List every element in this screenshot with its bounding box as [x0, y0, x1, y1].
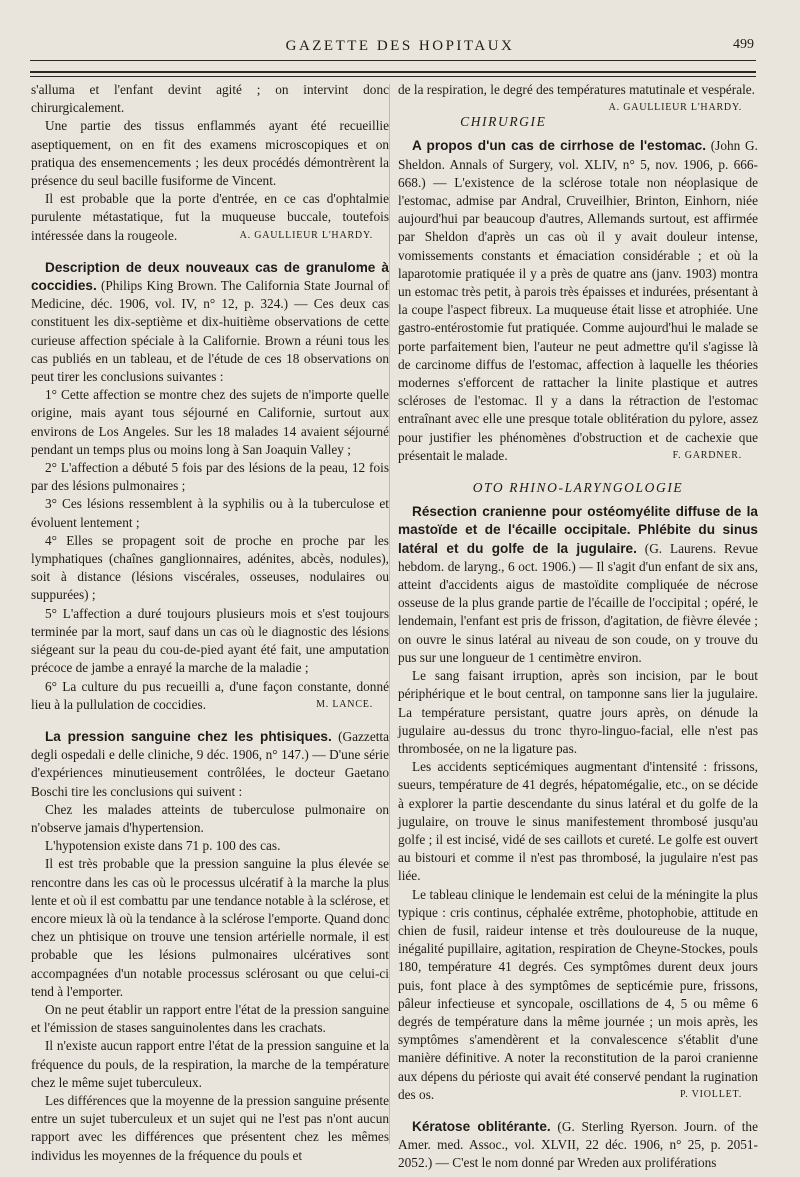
section-heading: CHIRURGIE — [460, 114, 547, 130]
article-title: La pression sanguine chez les phtisiques. — [45, 728, 332, 744]
section-heading: OTO RHINO-LARYNGOLOGIE — [472, 480, 684, 496]
article-granulome — [31, 259, 389, 386]
conclusion-item: 4° Elles se propagent soit de proche en proche par les lymphatiques (chaînes ganglionnaires, adénites, abcès, nodules), soit à distance (lésions viscérales, osseuses, nodulaires ou suppurées) ; — [31, 532, 389, 603]
paragraph — [398, 81, 758, 114]
paragraph: Les différences que la moyenne de la pression sanguine présente entre un sujet tuberculeux et un sujet qui ne l'est pas n'ont aucun rapport avec les différences que présentent chez les mêmes individus les moyennes de la fréquence du pouls et — [31, 1092, 389, 1163]
header-rule — [30, 60, 756, 61]
author-signature: F. GARDNER. — [672, 449, 742, 461]
article-reference: (Gazzetta degli ospedali e delle cliniche, 9 déc. 1906, n° 147.) — D'une série d'expériences minutieusement contrôlées, le docteur Gaetano Boschi tire les conclusions qui suivent : — [31, 728, 390, 799]
left-column — [31, 81, 389, 1165]
author-signature: M. LANCE. — [316, 698, 373, 710]
paragraph — [31, 190, 389, 245]
article-title: Résection cranienne pour ostéomyélite diffuse de la mastoïde et de l'écaille occipitale. Phlébite du sinus latéral et du golfe de la jugulaire. — [398, 504, 758, 556]
paragraph: Il n'existe aucun rapport entre l'état de la pression sanguine et la fréquence du pouls, de la respiration, la marche de la température chez le même sujet tuberculeux. — [31, 1038, 389, 1090]
paragraph-text: 6° La culture du pus recueilli a, d'une façon constante, donné lieu à la pullulation de coccidies. — [31, 678, 389, 712]
article-keratose — [398, 1118, 758, 1173]
page-number: 499 — [733, 37, 754, 52]
paragraph: s'alluma et l'enfant devint agité ; on intervint donc chirurgicalement. — [31, 82, 389, 116]
running-title: GAZETTE DES HOPITAUX — [285, 38, 515, 54]
header-rule-bottom — [30, 76, 756, 77]
paragraph: Le sang faisant irruption, après son incision, par le bout périphérique et le bout central, on tamponne sans lier la jugulaire. La température persistant, quatre jours après, on dénude la jugulaire au-dessus du tronc thyro-linguo-facial, elle n'est pas thrombosée, on ne la ligature pas. — [398, 668, 758, 756]
article-body: (G. Sterling Ryerson. Journ. of the Amer. med. Assoc., vol. XLVII, 22 déc. 1906, n° 25, p. 2051-2052.) — C'est le nom donné par Wreden aux proliférations — [398, 1118, 758, 1171]
article-reference: (G. Laurens. Revue hebdom. de laryng., 6 oct. 1906.) — Il s'agit d'un enfant de six ans, atteint d'accidents aigus de mastoïdite compliquée de nécrose osseuse de la plus grande partie de l'écaille de l'occipital ; opéré, le lendemain, l'enfant est pris de frisson, d'agitation, de fièvre élevée ; on ouvre le sinus latéral au niveau de son coude, on y trouve du pus sur une longueur de 1 centimètre environ. — [398, 540, 759, 665]
article-title: A propos d'un cas de cirrhose de l'estomac. — [412, 138, 706, 154]
conclusion-item: 2° L'affection a débuté 5 fois par des lésions de la peau, 12 fois par des lésions pulmonaires ; — [31, 460, 389, 494]
paragraph-text: de la respiration, le degré des températures matutinale et vespérale. — [398, 82, 756, 97]
article-resection — [398, 503, 758, 667]
author-signature: P. VIOLLET. — [679, 1088, 742, 1100]
paragraph — [398, 886, 758, 1104]
conclusion-item: 5° L'affection a duré toujours plusieurs mois et s'est toujours terminée par la mort, sauf dans un cas où le diagnostic des lésions siégeant sur la peau du cou-de-pied ayant été fait, une amputation précoce de jambe a enrayé la marche de la maladie ; — [31, 605, 389, 676]
conclusion-item: 1° Cette affection se montre chez des sujets de n'importe quelle origine, mais ayant tous séjourné en Californie, surtout aux environs de Los Angeles. Sur les 18 malades 14 avaient séjourné pendant un temps plus ou moins long à San Joaquin Valley ; — [31, 387, 389, 457]
conclusion-item — [31, 678, 389, 714]
column-divider — [389, 84, 390, 1144]
paragraph-text: Il est probable que la porte d'entrée, en ce cas d'ophtalmie purulente métastatique, fut la muqueuse buccale, toutefois intéressée dans la rougeole. — [31, 191, 389, 243]
article-pression — [31, 728, 389, 801]
author-signature: A. GAULLIEUR L'HARDY. — [608, 102, 742, 114]
paragraph-text: Le tableau clinique le lendemain est celui de la méningite la plus typique : cris continus, céphalée extrême, photophobie, attitude en chien de fusil, raideur intense et très douloureuse de la nuque, inégalité pupillaire, agitation, respiration de Cheyne-Stockes, pouls 180, température 41 degrés. Ces symptômes durent deux jours puis, font place à des symptômes de septicémie pure, frissons, pâleur infectieuse et syncopale, oscillations de 4, 5 ou même 6 degrés de température dans la même journée ; un mois après, les symptômes s'amendèrent et la convalescence s'établit d'une manière définitive. A noter la reconstitution de la paroi cranienne aux dépens du périoste qui avait été conservé pendant la rugination des os. — [398, 886, 758, 1102]
header-rule-thick — [30, 71, 756, 73]
paragraph: Une partie des tissus enflammés ayant été recueillie aseptiquement, on en fit des examens microscopiques et on pratiqua des ensemencements ; les deux procédés démontrèrent la présence du seul bacille fusiforme de Vincent. — [31, 118, 389, 189]
paragraph: On ne peut établir un rapport entre l'état de la pression sanguine et l'émission de stases sanguinolentes dans les crachats. — [31, 1001, 389, 1036]
conclusion-item: 3° Ces lésions ressemblent à la syphilis ou à la tuberculose et évoluent lentement ; — [31, 496, 389, 530]
right-column — [398, 81, 758, 1173]
paragraph: Les accidents septicémiques augmentant d'intensité : frissons, sueurs, température de 41 degrés, hépatomégalie, etc., on se décide à explorer la partie descendante du sinus latéral et du golfe de la jugulaire, on trouve le sinus manifestement thrombosé jusqu'au golfe ; il est incisé, vidé de ses caillots et cureté. Le golfe est ouvert au bistouri et comme il n'est pas thrombosé, la jugulaire n'est pas liée. — [398, 759, 758, 884]
article-title: Kératose oblitérante. — [412, 1118, 551, 1134]
paragraph: Il est très probable que la pression sanguine la plus élevée se rencontre dans les cas où le processus ulcératif à la marche la plus lente et où il est combattu par une tendance notable à la sclérose, et encore mieux là où la tendance à la sclérose l'emporte. Quand donc chez un phtisique on trouve une tension artérielle normale, il est probable que les lésions pulmonaires ulcératives sont accompagnées d'un notable processus sclérosant ou que celui-ci tend à l'emporter. — [31, 856, 389, 999]
paragraph: Chez les malades atteints de tuberculose pulmonaire on n'observe jamais d'hypertension. — [31, 801, 389, 835]
author-signature: A. GAULLIEUR L'HARDY. — [239, 229, 373, 241]
article-cirrhose — [398, 137, 758, 465]
paragraph: L'hypotension existe dans 71 p. 100 des cas. — [45, 838, 281, 854]
article-body: (John G. Sheldon. Annals of Surgery, vol. XLIV, n° 5, nov. 1906, p. 666-668.) — L'existence de la sclérose totale non néoplasique de l'estomac, admise par Andral, Cruveilhier, Brinton, Einhorn, niée aujourd'hui par beaucoup d'autres, Allemands surtout, est affirmée par Sheldon d'après un cas où il y avait douleur intense, vomissements constants et émaciation considérable ; et où la laparotomie pratiquée il y a près de quatre ans (janv. 1903) montra un estomac très petit, à parois très épaisses et indurées, présentant à la coupe l'aspect fibreux. La muqueuse était lisse et atrophiée. Une gastro-entérostomie fut pratiquée. Comme aujourd'hui le malade se porte parfaitement bien, l'auteur ne peut admettre qu'il s'agisse là de carcinome diffus de l'estomac, affection à laquelle les théories modernes s'efforcent de rattacher la linite plastique et autres scléroses de l'estomac. Il y a dans la rétraction de l'estomac entraînant avec elle une presque totale oblitération du pylore, assez pour justifier les phénomènes d'obstruction et de cachexie que présentait le malade. — [398, 138, 758, 463]
article-reference: (Philips King Brown. The California State Journal of Medicine, déc. 1906, vol. IV, n° 12, p. 324.) — Ces deux cas constituent les dix-septième et dix-huitième observations de cette curieuse affection spéciale à la Californie. Brown a réuni tous les cas publiés en un tableau, et de l'étude de ces 18 observations on peut tirer les conclusions suivantes : — [31, 278, 389, 385]
article-title: Description de deux nouveaux cas de granulome à coccidies. — [31, 259, 389, 294]
